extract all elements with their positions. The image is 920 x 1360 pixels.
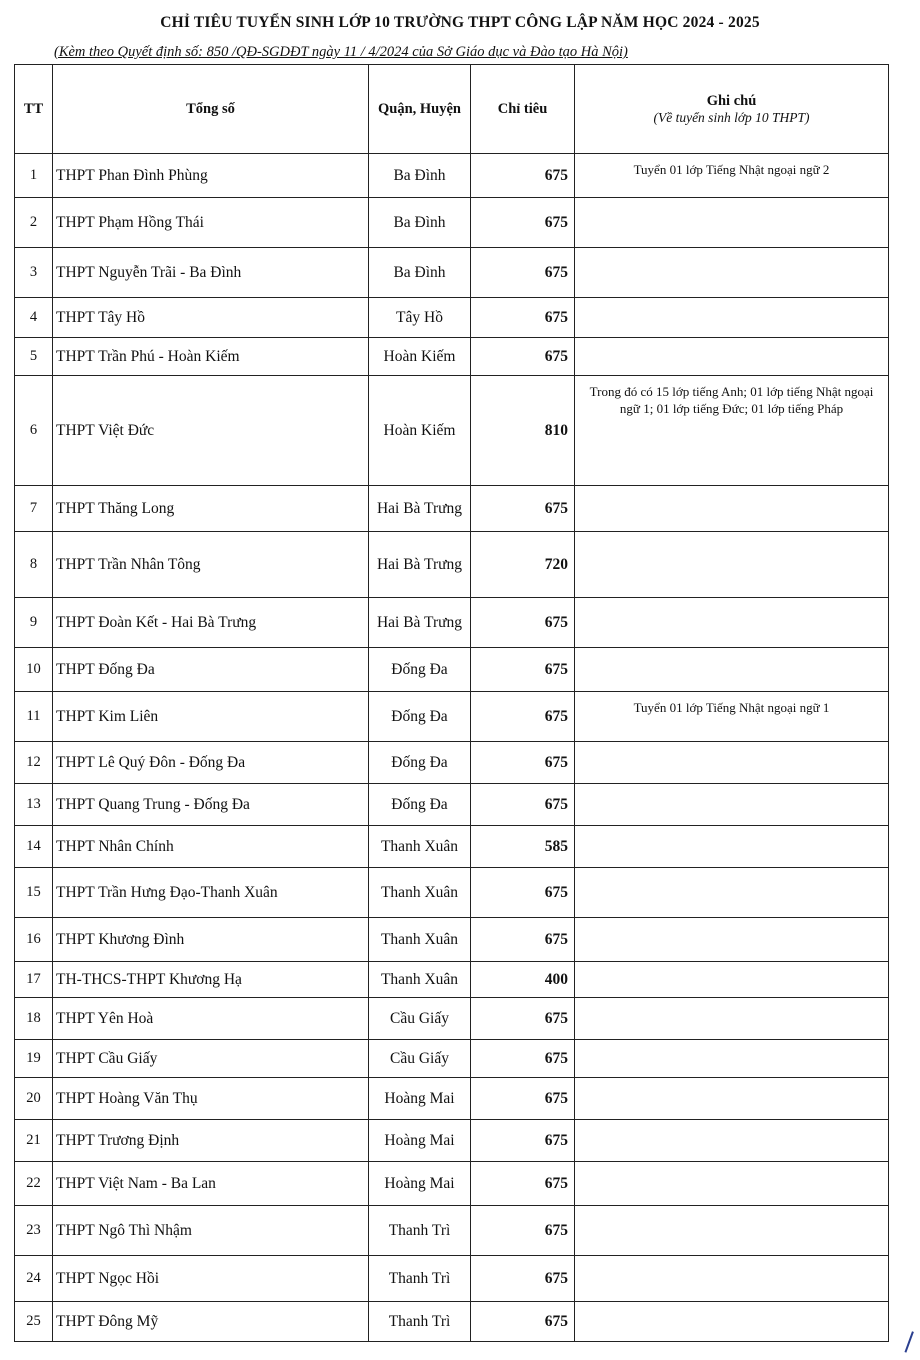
note xyxy=(575,1120,889,1162)
district: Hoàn Kiếm xyxy=(369,376,471,486)
row-number: 17 xyxy=(15,962,53,998)
district: Hai Bà Trưng xyxy=(369,486,471,532)
row-number: 3 xyxy=(15,248,53,298)
quota: 675 xyxy=(471,1256,575,1302)
table-row xyxy=(15,338,889,376)
table-row xyxy=(15,692,889,742)
table-row xyxy=(15,1302,889,1342)
district: Thanh Xuân xyxy=(369,826,471,868)
document-subtitle: (Kèm theo Quyết định số: 850 /QĐ-SGDĐT ngày 11 / 4/2024 của Sở Giáo dục và Đào tạo Hà Nội) xyxy=(54,44,628,60)
district: Hoàng Mai xyxy=(369,1162,471,1206)
quota: 675 xyxy=(471,648,575,692)
quota: 675 xyxy=(471,598,575,648)
note xyxy=(575,918,889,962)
district: Thanh Trì xyxy=(369,1256,471,1302)
header-note-subtitle: (Về tuyển sinh lớp 10 THPT) xyxy=(653,109,810,125)
district: Tây Hồ xyxy=(369,298,471,338)
row-number: 8 xyxy=(15,532,53,598)
note xyxy=(575,198,889,248)
table-row xyxy=(15,1078,889,1120)
note xyxy=(575,998,889,1040)
note xyxy=(575,248,889,298)
note xyxy=(575,1302,889,1342)
row-number: 21 xyxy=(15,1120,53,1162)
note xyxy=(575,648,889,692)
note xyxy=(575,1040,889,1078)
table-row xyxy=(15,154,889,198)
school-name: THPT Trần Nhân Tông xyxy=(53,532,369,598)
note xyxy=(575,532,889,598)
quota: 675 xyxy=(471,198,575,248)
district: Đống Đa xyxy=(369,784,471,826)
school-name: THPT Ngọc Hồi xyxy=(53,1256,369,1302)
table-row xyxy=(15,918,889,962)
note xyxy=(575,1206,889,1256)
district: Đống Đa xyxy=(369,692,471,742)
quota: 675 xyxy=(471,1302,575,1342)
table-row xyxy=(15,532,889,598)
quota: 720 xyxy=(471,532,575,598)
school-name: THPT Đoàn Kết - Hai Bà Trưng xyxy=(53,598,369,648)
school-name: THPT Việt Nam - Ba Lan xyxy=(53,1162,369,1206)
school-name: THPT Kim Liên xyxy=(53,692,369,742)
quota: 675 xyxy=(471,868,575,918)
note: Trong đó có 15 lớp tiếng Anh; 01 lớp tiếng Nhật ngoại ngữ 1; 01 lớp tiếng Đức; 01 lớp tiếng Pháp xyxy=(575,376,889,486)
school-name: THPT Cầu Giấy xyxy=(53,1040,369,1078)
quota: 675 xyxy=(471,486,575,532)
district: Ba Đình xyxy=(369,248,471,298)
table-row xyxy=(15,598,889,648)
school-name: THPT Việt Đức xyxy=(53,376,369,486)
quota: 675 xyxy=(471,1040,575,1078)
quota: 675 xyxy=(471,1120,575,1162)
quota: 675 xyxy=(471,1206,575,1256)
row-number: 13 xyxy=(15,784,53,826)
note xyxy=(575,868,889,918)
school-name: THPT Quang Trung - Đống Đa xyxy=(53,784,369,826)
school-name: THPT Ngô Thì Nhậm xyxy=(53,1206,369,1256)
district: Ba Đình xyxy=(369,198,471,248)
district: Hoàn Kiếm xyxy=(369,338,471,376)
quota: 675 xyxy=(471,692,575,742)
school-name: THPT Nhân Chính xyxy=(53,826,369,868)
row-number: 7 xyxy=(15,486,53,532)
note: Tuyển 01 lớp Tiếng Nhật ngoại ngữ 2 xyxy=(575,154,889,198)
school-name: THPT Khương Đình xyxy=(53,918,369,962)
district: Cầu Giấy xyxy=(369,998,471,1040)
school-name: THPT Phan Đình Phùng xyxy=(53,154,369,198)
note xyxy=(575,826,889,868)
table-row xyxy=(15,1120,889,1162)
header-district: Quận, Huyện xyxy=(369,65,471,154)
district: Thanh Xuân xyxy=(369,868,471,918)
header-note xyxy=(575,65,889,154)
row-number: 20 xyxy=(15,1078,53,1120)
note xyxy=(575,1078,889,1120)
note xyxy=(575,298,889,338)
quota: 675 xyxy=(471,154,575,198)
table-row xyxy=(15,742,889,784)
note xyxy=(575,338,889,376)
district: Hai Bà Trưng xyxy=(369,532,471,598)
table-row xyxy=(15,784,889,826)
quota: 810 xyxy=(471,376,575,486)
school-name: THPT Yên Hoà xyxy=(53,998,369,1040)
table-row xyxy=(15,998,889,1040)
row-number: 16 xyxy=(15,918,53,962)
header-tt: TT xyxy=(15,65,53,154)
document-title: CHỈ TIÊU TUYỂN SINH LỚP 10 TRƯỜNG THPT CÔNG LẬP NĂM HỌC 2024 - 2025 xyxy=(160,14,760,31)
row-number: 9 xyxy=(15,598,53,648)
note xyxy=(575,486,889,532)
table-header-row xyxy=(15,65,889,154)
row-number: 12 xyxy=(15,742,53,784)
table-row xyxy=(15,248,889,298)
school-name: THPT Trần Hưng Đạo-Thanh Xuân xyxy=(53,868,369,918)
row-number: 23 xyxy=(15,1206,53,1256)
quota: 675 xyxy=(471,1162,575,1206)
district: Hoàng Mai xyxy=(369,1078,471,1120)
table-row xyxy=(15,1206,889,1256)
row-number: 24 xyxy=(15,1256,53,1302)
quota: 675 xyxy=(471,918,575,962)
row-number: 5 xyxy=(15,338,53,376)
school-name: THPT Trần Phú - Hoàn Kiếm xyxy=(53,338,369,376)
table-body xyxy=(15,154,889,1342)
row-number: 1 xyxy=(15,154,53,198)
quota: 675 xyxy=(471,298,575,338)
row-number: 2 xyxy=(15,198,53,248)
row-number: 22 xyxy=(15,1162,53,1206)
note xyxy=(575,1162,889,1206)
school-name: THPT Đống Đa xyxy=(53,648,369,692)
school-name: THPT Trương Định xyxy=(53,1120,369,1162)
table-row xyxy=(15,298,889,338)
pen-mark xyxy=(904,1331,919,1354)
row-number: 18 xyxy=(15,998,53,1040)
row-number: 19 xyxy=(15,1040,53,1078)
quota: 675 xyxy=(471,998,575,1040)
table-row xyxy=(15,376,889,486)
school-name: THPT Tây Hồ xyxy=(53,298,369,338)
row-number: 14 xyxy=(15,826,53,868)
district: Thanh Xuân xyxy=(369,918,471,962)
school-name: THPT Nguyễn Trãi - Ba Đình xyxy=(53,248,369,298)
school-name: THPT Thăng Long xyxy=(53,486,369,532)
row-number: 11 xyxy=(15,692,53,742)
table-row xyxy=(15,962,889,998)
quota-table xyxy=(14,64,889,1342)
quota: 675 xyxy=(471,1078,575,1120)
table-row xyxy=(15,868,889,918)
district: Thanh Trì xyxy=(369,1206,471,1256)
quota: 675 xyxy=(471,742,575,784)
school-name: THPT Đông Mỹ xyxy=(53,1302,369,1342)
table-row xyxy=(15,486,889,532)
school-name: THPT Hoàng Văn Thụ xyxy=(53,1078,369,1120)
district: Thanh Trì xyxy=(369,1302,471,1342)
note xyxy=(575,784,889,826)
row-number: 6 xyxy=(15,376,53,486)
district: Hoàng Mai xyxy=(369,1120,471,1162)
table-row xyxy=(15,1162,889,1206)
district: Thanh Xuân xyxy=(369,962,471,998)
note xyxy=(575,1256,889,1302)
district: Hai Bà Trưng xyxy=(369,598,471,648)
district: Ba Đình xyxy=(369,154,471,198)
school-name: THPT Lê Quý Đôn - Đống Đa xyxy=(53,742,369,784)
quota: 675 xyxy=(471,338,575,376)
quota: 675 xyxy=(471,248,575,298)
note xyxy=(575,742,889,784)
district: Đống Đa xyxy=(369,742,471,784)
table-row xyxy=(15,1040,889,1078)
header-name: Tổng số xyxy=(53,65,369,154)
table-row xyxy=(15,826,889,868)
quota: 675 xyxy=(471,784,575,826)
table-row xyxy=(15,198,889,248)
row-number: 10 xyxy=(15,648,53,692)
school-name: TH-THCS-THPT Khương Hạ xyxy=(53,962,369,998)
school-name: THPT Phạm Hồng Thái xyxy=(53,198,369,248)
note xyxy=(575,962,889,998)
note: Tuyển 01 lớp Tiếng Nhật ngoại ngữ 1 xyxy=(575,692,889,742)
note xyxy=(575,598,889,648)
quota: 585 xyxy=(471,826,575,868)
row-number: 25 xyxy=(15,1302,53,1342)
table-row xyxy=(15,1256,889,1302)
quota: 400 xyxy=(471,962,575,998)
row-number: 15 xyxy=(15,868,53,918)
district: Đống Đa xyxy=(369,648,471,692)
header-quota: Chỉ tiêu xyxy=(471,65,575,154)
district: Cầu Giấy xyxy=(369,1040,471,1078)
table-row xyxy=(15,648,889,692)
row-number: 4 xyxy=(15,298,53,338)
header-note-title: Ghi chú xyxy=(706,92,757,109)
